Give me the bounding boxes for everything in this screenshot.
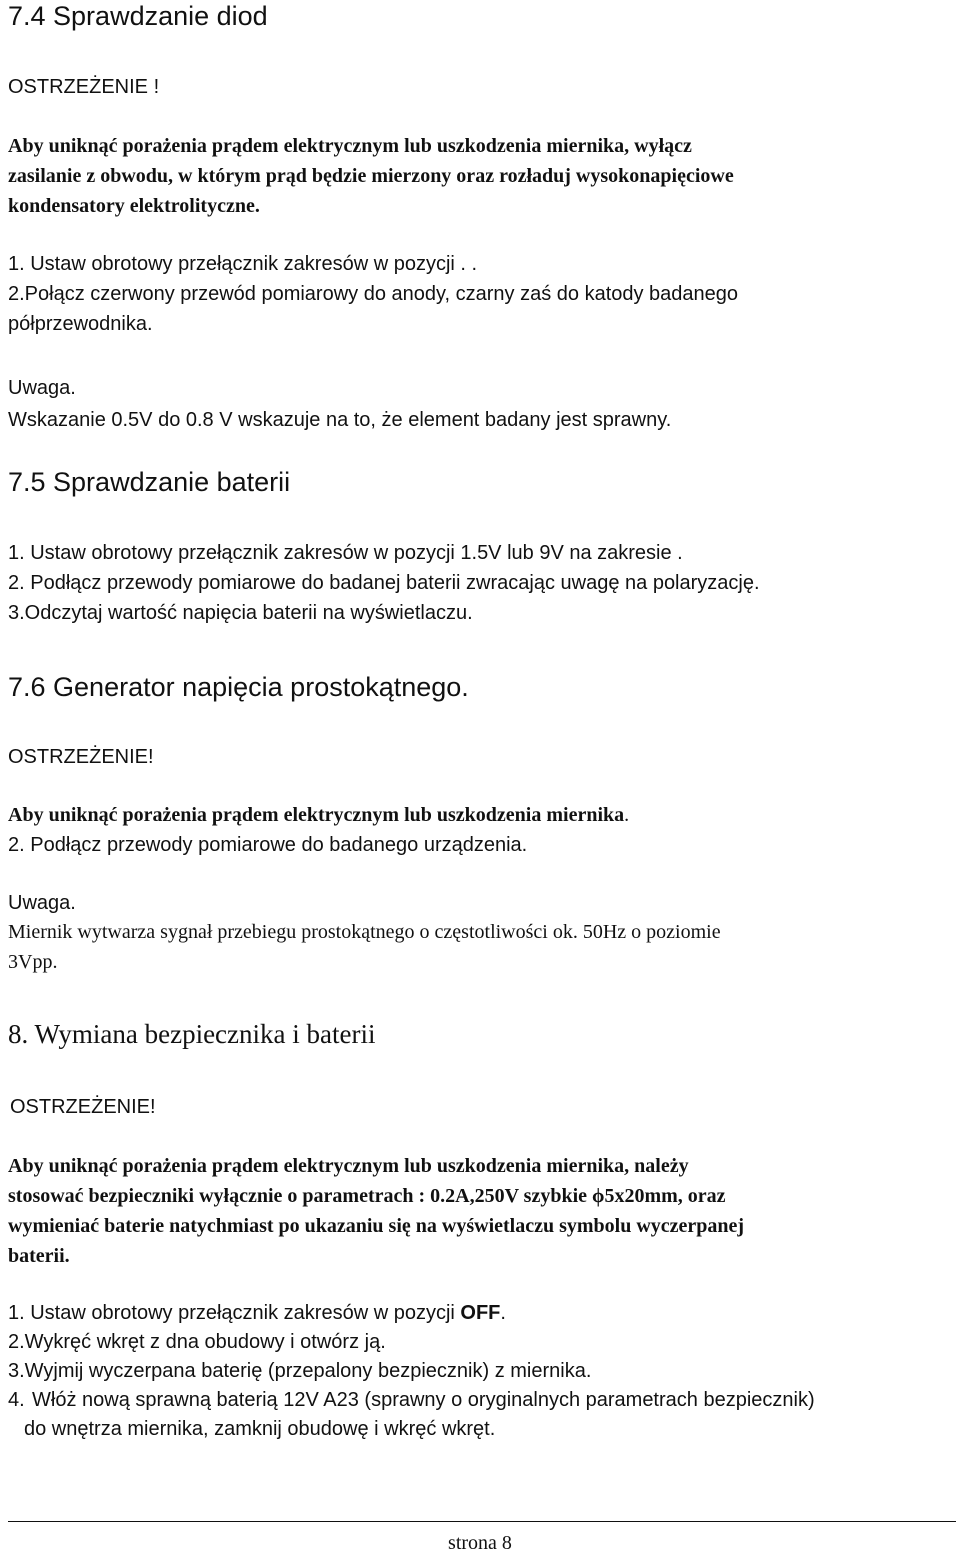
note-text: Wskazanie 0.5V do 0.8 V wskazuje na to, że element badany jest sprawny. (8, 409, 672, 431)
warning-line: Aby uniknąć porażenia prądem elektrycznym lub uszkodzenia miernika, należy (8, 1155, 689, 1177)
page-number: strona 8 (448, 1532, 512, 1554)
section-7-6-title: 7.6 Generator napięcia prostokątnego. (8, 672, 469, 702)
step-item (8, 1385, 815, 1415)
off-position: OFF (460, 1302, 501, 1324)
warning-line (8, 800, 629, 830)
warning-text: Aby uniknąć porażenia prądem elektrycznym lub uszkodzenia miernika (8, 804, 625, 826)
warning-line: kondensatory elektrolityczne. (8, 195, 260, 217)
warning-line: baterii. (8, 1245, 70, 1267)
step-number: 4. (8, 1389, 25, 1411)
note-line: Miernik wytwarza sygnał przebiegu prostokątnego o częstotliwości ok. 50Hz o poziomie (8, 921, 721, 943)
step-text: 1. Ustaw obrotowy przełącznik zakresów w pozycji (8, 1302, 461, 1324)
step-item: 3.Wyjmij wyczerpana baterię (przepalony bezpiecznik) z miernika. (8, 1360, 592, 1382)
step-item: półprzewodnika. (8, 313, 153, 335)
warning-line: Aby uniknąć porażenia prądem elektrycznym lub uszkodzenia miernika, wyłącz (8, 135, 692, 157)
warning-line: stosować bezpieczniki wyłącznie o parametrach : 0.2A,250V szybkie ϕ5x20mm, oraz (8, 1185, 726, 1207)
footer-divider (8, 1521, 956, 1522)
section-7-5-title: 7.5 Sprawdzanie baterii (8, 467, 291, 497)
warning-title: OSTRZEŻENIE! (10, 1096, 156, 1118)
step-item: 1. Ustaw obrotowy przełącznik zakresów w pozycji . . (8, 253, 478, 275)
step-end: . (500, 1302, 506, 1324)
step-item (8, 1298, 506, 1328)
note-label: Uwaga. (8, 377, 76, 399)
section-8-title: 8. Wymiana bezpiecznika i baterii (8, 1019, 376, 1049)
warning-line: zasilanie z obwodu, w którym prąd będzie mierzony oraz rozładuj wysokonapięciowe (8, 165, 734, 187)
step-text: Włóż nową sprawną baterią 12V A23 (sprawny o oryginalnych parametrach bezpiecznik) (32, 1389, 815, 1411)
warning-line: wymieniać baterie natychmiast po ukazaniu się na wyświetlaczu symbolu wyczerpanej (8, 1215, 745, 1237)
warning-end: . (624, 804, 630, 826)
step-item: 3.Odczytaj wartość napięcia baterii na wyświetlaczu. (8, 602, 473, 624)
step-item: 1. Ustaw obrotowy przełącznik zakresów w pozycji 1.5V lub 9V na zakresie . (8, 542, 683, 564)
step-item: 2.Połącz czerwony przewód pomiarowy do anody, czarny zaś do katody badanego (8, 283, 739, 305)
step-item: 2. Podłącz przewody pomiarowe do badanej baterii zwracając uwagę na polaryzację. (8, 572, 760, 594)
note-label: Uwaga. (8, 892, 76, 914)
step-item: do wnętrza miernika, zamknij obudowę i wkręć wkręt. (24, 1418, 496, 1440)
section-7-4-title: 7.4 Sprawdzanie diod (8, 1, 268, 31)
note-line: 3Vpp. (8, 951, 58, 973)
step-item: 2.Wykręć wkręt z dna obudowy i otwórz ją. (8, 1331, 386, 1353)
warning-title: OSTRZEŻENIE ! (8, 76, 160, 98)
warning-title: OSTRZEŻENIE! (8, 746, 154, 768)
step-item: 2. Podłącz przewody pomiarowe do badanego urządzenia. (8, 834, 528, 856)
